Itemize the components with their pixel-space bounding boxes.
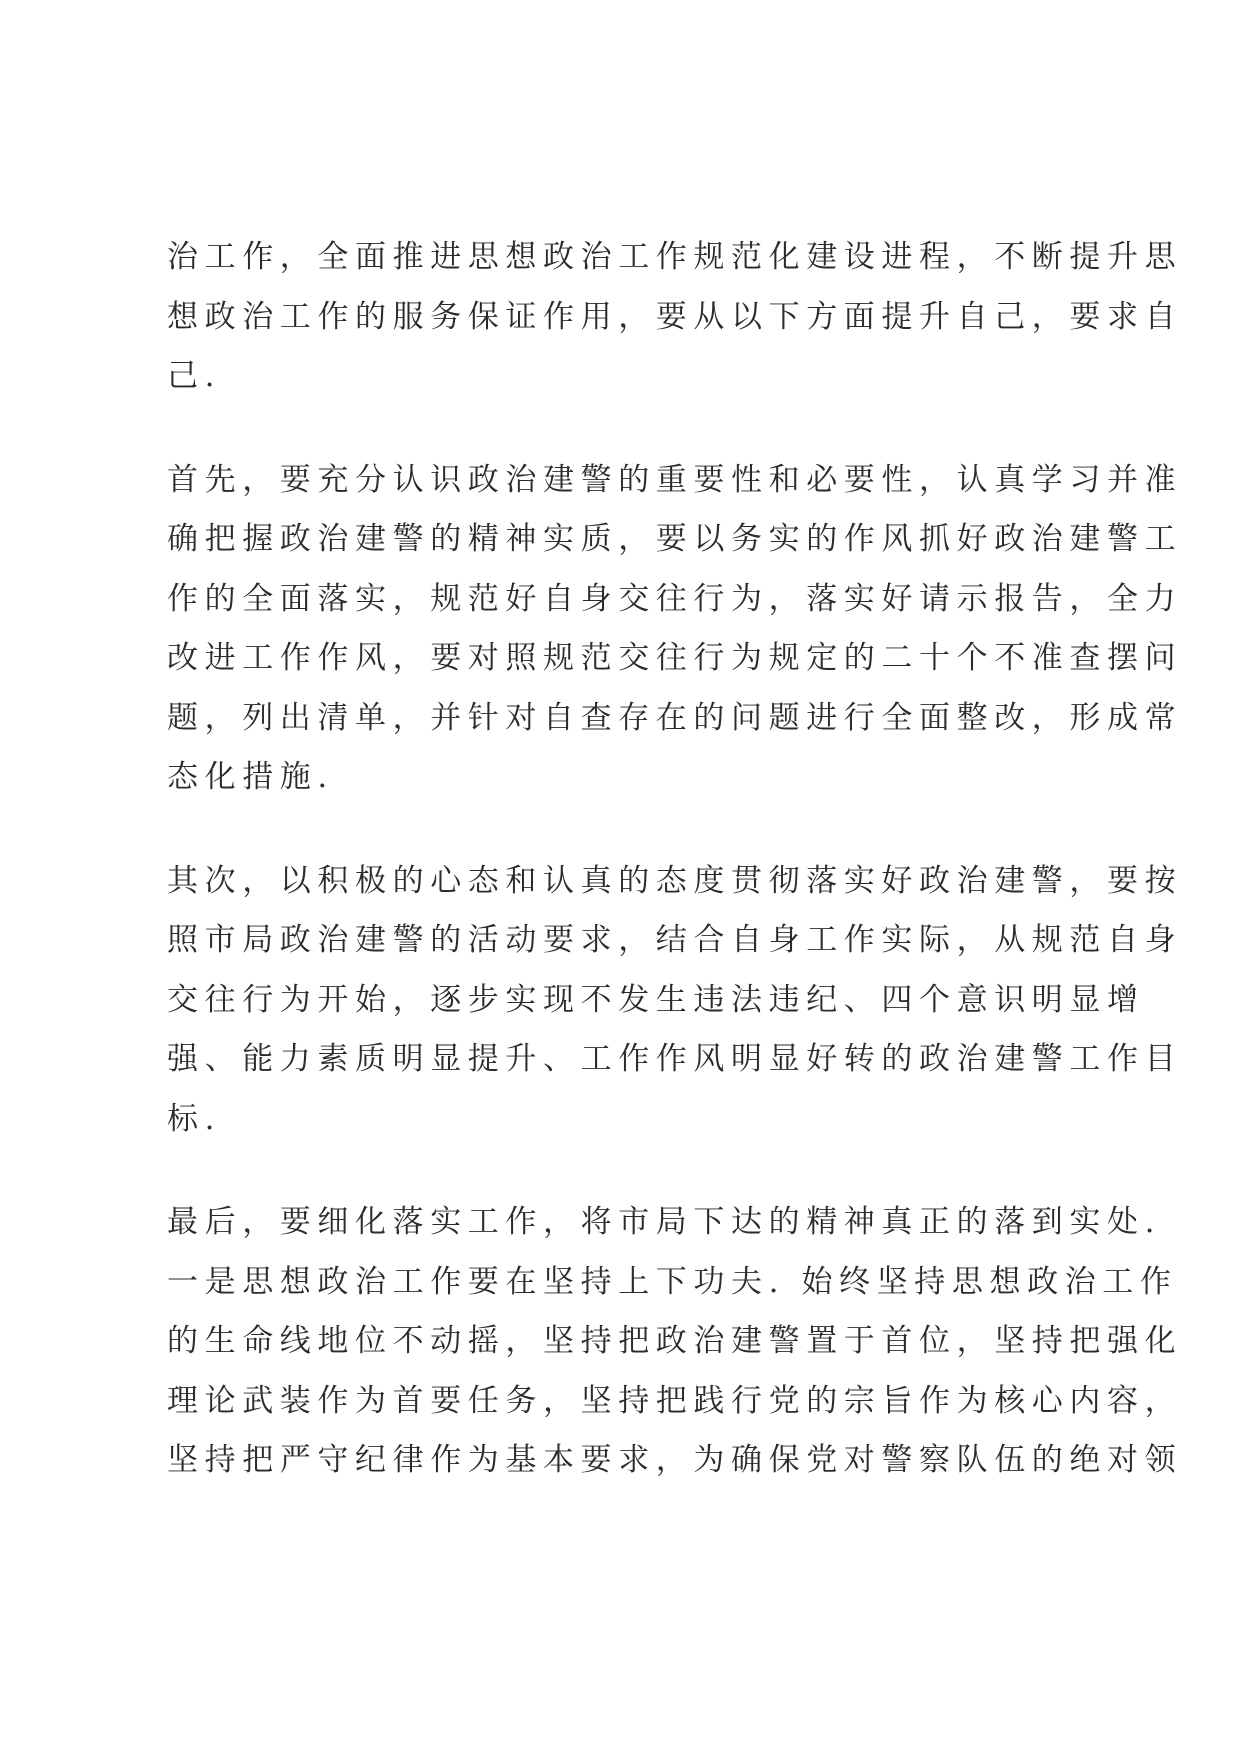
paragraph-3	[167, 852, 1183, 1150]
text-line: 的生命线地位不动摇，坚持把政治建警置于首位，坚持把强化	[167, 1323, 1183, 1359]
text-line: 交往行为开始，逐步实现不发生违法违纪、四个意识明显增	[167, 981, 1145, 1018]
paragraph-2	[167, 451, 1183, 808]
text-line: 作的全面落实，规范好自身交往行为，落实好请示报告，全力	[167, 580, 1183, 617]
text-line: 其次，以积极的心态和认真的态度贯彻落实好政治建警，要按	[167, 862, 1183, 899]
paragraph-1	[167, 228, 1183, 407]
text-line: 治工作，全面推进思想政治工作规范化建设进程，不断提升思	[167, 239, 1183, 275]
text-line: 己.	[167, 358, 222, 394]
text-line: 想政治工作的服务保证作用，要从以下方面提升自己，要求自	[167, 298, 1183, 335]
text-line: 改进工作作风，要对照规范交往行为规定的二十个不准查摆问	[167, 640, 1183, 676]
text-line: 理论武装作为首要任务，坚持把践行党的宗旨作为核心内容，	[167, 1382, 1183, 1419]
text-line: 确把握政治建警的精神实质，要以务实的作风抓好政治建警工	[167, 521, 1183, 557]
text-line: 首先，要充分认识政治建警的重要性和必要性，认真学习并准	[167, 461, 1183, 498]
document-body	[167, 228, 1183, 1535]
paragraph-4	[167, 1193, 1183, 1491]
text-line: 态化措施.	[167, 759, 334, 795]
text-line: 标.	[167, 1100, 222, 1137]
text-line: 一是思想政治工作要在坚持上下功夫. 始终坚持思想政治工作	[167, 1263, 1178, 1300]
text-line: 强、能力素质明显提升、工作作风明显好转的政治建警工作目	[167, 1041, 1183, 1077]
text-line: 照市局政治建警的活动要求，结合自身工作实际，从规范自身	[167, 922, 1183, 958]
text-line: 坚持把严守纪律作为基本要求，为确保党对警察队伍的绝对领	[167, 1442, 1183, 1478]
text-line: 题，列出清单，并针对自查存在的问题进行全面整改，形成常	[167, 699, 1183, 736]
text-line: 最后，要细化落实工作，将市局下达的精神真正的落到实处.	[167, 1204, 1162, 1240]
